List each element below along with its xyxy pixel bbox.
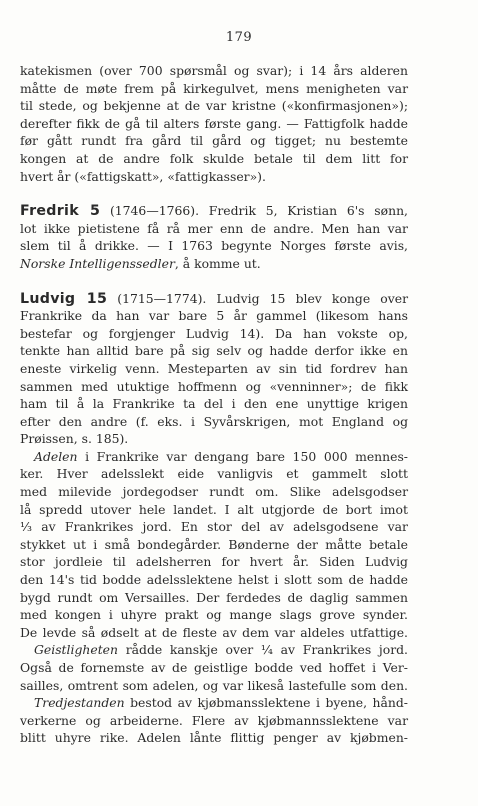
newspaper-title: Norske Intelligenssedler [20,255,175,271]
text-line: efter den andre (f. eks. i Syvårskrigen, mot England og [20,413,408,429]
text-line: katekismen (over 700 spørsmål og svar); i 14 års alderen [20,63,408,78]
text-line [20,641,408,659]
estate-term: Geistligheten [34,642,118,658]
text-line: bygd rundt om Versailles. Der ferdedes de daglig sammen [20,589,408,605]
text-line: stykket ut i små bondegårder. Bønderne der måtte betale [20,536,408,552]
text-column [20,62,408,747]
text-line: lot ikke pietistene få rå mer enn de andre. Men han var [20,220,408,236]
paragraph-confirmation [20,62,408,185]
text-line: måtte de møte frem på kirkegulvet, mens menigheten var [20,80,408,96]
page-number: 179 [225,30,253,45]
paragraph-fredrik-5 [20,202,408,272]
text-line: Frankrike da han var bare 5 år gammel (likesom hans [20,308,408,324]
text-line: ham til å la Frankrike ta del i den ene unyttige krigen [20,396,408,412]
text-line: verkerne og arbeiderne. Flere av kjøbmannsslektene var [20,712,408,728]
text-line: De levde så ødselt at de fleste av dem var aldeles utfattige. [20,624,408,640]
text-line: den 14's tid bodde adelsslektene helst i slott som de hadde [20,572,408,588]
text-line: Også de fornemste av de geistlige bodde ved hoffet i Ver- [20,660,408,675]
text-line [20,202,408,220]
paragraph-ludvig-15 [20,290,408,448]
text-run: i Frankrike var dengang bare 150 000 mennes- [77,448,408,464]
estate-term: Tredjestanden [34,695,125,711]
text-line: stor jordleie til adelsherren for hvert år. Siden Ludvig [20,554,408,570]
text-line: til stede, og bekjenne at de var kristne («konfirmasjonen»); [20,98,408,114]
text-line: tenkte han alltid bare på sig selv og hadde derfor ikke en [20,343,408,359]
text-line [20,255,408,273]
text-line [20,694,408,712]
text-line: sailles, omtrent som adelen, og var likeså lastefulle som den. [20,677,408,693]
text-line [20,290,408,308]
estate-term: Adelen [34,448,78,464]
text-line: kongen at de andre folk skulde betale til dem litt for [20,150,408,166]
text-line: ⅓ av Frankrikes jord. En stor del av adelsgodsene var [20,519,408,535]
text-line: hvert år («fattigskatt», «fattigkasser»). [20,168,266,184]
text-line: med kongen i uhyre prakt og mange slags grove synder. [20,607,408,623]
text-line: bestefar og forgjenger Ludvig 14). Da han vokste op, [20,325,408,341]
text-run: rådde kanskje over ¼ av Frankrikes jord. [118,642,408,658]
text-line: Prøissen, s. 185). [20,431,129,447]
paragraph-estates [20,448,408,747]
section-heading: Ludvig 15 [20,290,108,307]
text-line [20,448,408,466]
text-line: med milevide jordegodser rundt om. Slike adelsgodser [20,484,408,500]
text-line: før gått rundt fra gård til gård og tigget; nu bestemte [20,133,408,149]
text-run: , å komme ut. [174,255,261,271]
text-run: (1715—1774). Ludvig 15 blev konge over [107,290,409,306]
text-line: slem til å drikke. — I 1763 begynte Norges første avis, [20,238,408,254]
text-line: ker. Hver adelsslekt eide vanligvis et gammelt slott [20,466,408,482]
text-line: lå spredd utover hele landet. I alt utgjorde de bort imot [20,501,408,517]
text-run: bestod av kjøbmansslektene i byene, hånd- [124,695,408,711]
text-line: blitt uhyre rike. Adelen lånte flittig penger av kjøbmen- [20,730,408,746]
section-heading: Fredrik 5 [20,203,101,220]
text-line: sammen med utuktige hoffmenn og «venninner»; de fikk [20,378,408,394]
text-line: derefter fikk de gå til alters første gang. — Fattigfolk hadde [20,115,408,131]
text-run: (1746—1766). Fredrik 5, Kristian 6's sønn, [100,203,408,219]
text-line: eneste virkelig venn. Mesteparten av sin tid fordrev han [20,360,408,376]
